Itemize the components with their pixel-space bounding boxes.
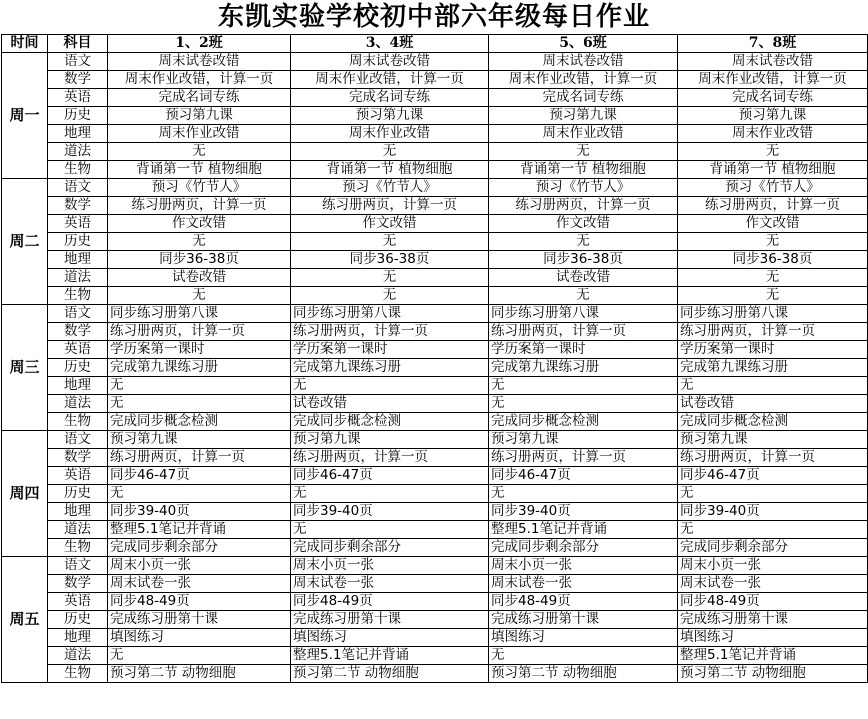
homework-cell: 整理5.1笔记并背诵 bbox=[108, 521, 291, 539]
homework-cell: 完成名词专练 bbox=[489, 89, 678, 107]
homework-cell: 周末试卷改错 bbox=[678, 53, 868, 71]
homework-cell: 预习第九课 bbox=[489, 107, 678, 125]
homework-cell: 练习册两页，计算一页 bbox=[678, 197, 868, 215]
table-row bbox=[2, 395, 868, 413]
subject-cell: 地理 bbox=[48, 377, 108, 395]
table-row bbox=[2, 269, 868, 287]
homework-cell: 无 bbox=[108, 233, 291, 251]
homework-cell: 练习册两页，计算一页 bbox=[678, 449, 868, 467]
page-title: 东凯实验学校初中部六年级每日作业 bbox=[217, 2, 650, 32]
homework-cell: 试卷改错 bbox=[291, 395, 489, 413]
subject-cell: 历史 bbox=[48, 485, 108, 503]
subject-cell: 英语 bbox=[48, 467, 108, 485]
table-row bbox=[2, 197, 868, 215]
table-row bbox=[2, 539, 868, 557]
homework-cell: 完成同步剩余部分 bbox=[108, 539, 291, 557]
homework-cell: 无 bbox=[489, 485, 678, 503]
homework-cell: 同步39-40页 bbox=[489, 503, 678, 521]
homework-cell: 无 bbox=[678, 269, 868, 287]
homework-cell: 作文改错 bbox=[291, 215, 489, 233]
homework-cell: 练习册两页，计算一页 bbox=[291, 449, 489, 467]
homework-cell: 完成同步概念检测 bbox=[489, 413, 678, 431]
subject-cell: 数学 bbox=[48, 71, 108, 89]
homework-cell: 同步46-47页 bbox=[108, 467, 291, 485]
homework-cell: 背诵第一节 植物细胞 bbox=[291, 161, 489, 179]
homework-cell: 预习第二节 动物细胞 bbox=[291, 665, 489, 683]
homework-table bbox=[1, 34, 868, 683]
subject-cell: 历史 bbox=[48, 233, 108, 251]
table-row bbox=[2, 233, 868, 251]
table-row bbox=[2, 89, 868, 107]
homework-cell: 预习第二节 动物细胞 bbox=[108, 665, 291, 683]
table-row bbox=[2, 341, 868, 359]
table-row bbox=[2, 53, 868, 71]
homework-cell: 完成练习册第十课 bbox=[108, 611, 291, 629]
homework-cell: 无 bbox=[678, 143, 868, 161]
subject-cell: 语文 bbox=[48, 53, 108, 71]
homework-cell: 无 bbox=[489, 233, 678, 251]
homework-cell: 学历案第一课时 bbox=[678, 341, 868, 359]
homework-cell: 周末作业改错，计算一页 bbox=[678, 71, 868, 89]
homework-cell: 周末作业改错 bbox=[291, 125, 489, 143]
homework-cell: 预习第九课 bbox=[678, 107, 868, 125]
table-row bbox=[2, 287, 868, 305]
homework-cell: 无 bbox=[108, 377, 291, 395]
homework-cell: 周末试卷一张 bbox=[291, 575, 489, 593]
subject-cell: 生物 bbox=[48, 665, 108, 683]
homework-cell: 同步39-40页 bbox=[291, 503, 489, 521]
homework-cell: 预习第九课 bbox=[489, 431, 678, 449]
subject-cell: 道法 bbox=[48, 395, 108, 413]
table-row bbox=[2, 323, 868, 341]
homework-cell: 预习《竹节人》 bbox=[291, 179, 489, 197]
homework-cell: 完成名词专练 bbox=[108, 89, 291, 107]
subject-cell: 数学 bbox=[48, 323, 108, 341]
subject-cell: 生物 bbox=[48, 413, 108, 431]
subject-cell: 英语 bbox=[48, 215, 108, 233]
homework-cell: 填图练习 bbox=[108, 629, 291, 647]
header-class-7-8: 7、8班 bbox=[678, 35, 868, 53]
homework-cell: 同步46-47页 bbox=[678, 467, 868, 485]
header-subject: 科目 bbox=[48, 35, 108, 53]
table-row bbox=[2, 647, 868, 665]
homework-cell: 练习册两页，计算一页 bbox=[108, 197, 291, 215]
table-row bbox=[2, 215, 868, 233]
homework-cell: 同步36-38页 bbox=[678, 251, 868, 269]
homework-cell: 预习第九课 bbox=[108, 107, 291, 125]
homework-cell: 背诵第一节 植物细胞 bbox=[489, 161, 678, 179]
homework-cell: 同步48-49页 bbox=[291, 593, 489, 611]
homework-cell: 预习《竹节人》 bbox=[489, 179, 678, 197]
table-row bbox=[2, 665, 868, 683]
homework-cell: 无 bbox=[291, 485, 489, 503]
homework-cell: 无 bbox=[489, 395, 678, 413]
homework-cell: 预习第二节 动物细胞 bbox=[489, 665, 678, 683]
homework-cell: 周末作业改错，计算一页 bbox=[291, 71, 489, 89]
subject-cell: 地理 bbox=[48, 125, 108, 143]
table-row bbox=[2, 413, 868, 431]
homework-cell: 同步48-49页 bbox=[678, 593, 868, 611]
homework-cell: 同步36-38页 bbox=[291, 251, 489, 269]
homework-cell: 无 bbox=[291, 233, 489, 251]
homework-cell: 完成第九课练习册 bbox=[291, 359, 489, 377]
homework-cell: 练习册两页，计算一页 bbox=[489, 449, 678, 467]
subject-cell: 历史 bbox=[48, 359, 108, 377]
homework-cell: 试卷改错 bbox=[108, 269, 291, 287]
homework-cell: 完成同步概念检测 bbox=[291, 413, 489, 431]
homework-cell: 完成同步剩余部分 bbox=[291, 539, 489, 557]
homework-cell: 预习第九课 bbox=[291, 107, 489, 125]
homework-cell: 作文改错 bbox=[108, 215, 291, 233]
homework-cell: 同步46-47页 bbox=[489, 467, 678, 485]
subject-cell: 生物 bbox=[48, 539, 108, 557]
homework-cell: 试卷改错 bbox=[678, 395, 868, 413]
homework-cell: 练习册两页，计算一页 bbox=[489, 197, 678, 215]
homework-cell: 周末作业改错 bbox=[678, 125, 868, 143]
header-row bbox=[2, 35, 868, 53]
subject-cell: 语文 bbox=[48, 431, 108, 449]
subject-cell: 道法 bbox=[48, 521, 108, 539]
homework-cell: 无 bbox=[489, 377, 678, 395]
homework-cell: 同步39-40页 bbox=[678, 503, 868, 521]
homework-cell: 同步练习册第八课 bbox=[291, 305, 489, 323]
subject-cell: 道法 bbox=[48, 269, 108, 287]
subject-cell: 历史 bbox=[48, 611, 108, 629]
homework-cell: 同步36-38页 bbox=[108, 251, 291, 269]
homework-cell: 练习册两页，计算一页 bbox=[291, 197, 489, 215]
subject-cell: 历史 bbox=[48, 107, 108, 125]
subject-cell: 语文 bbox=[48, 305, 108, 323]
homework-cell: 预习第九课 bbox=[108, 431, 291, 449]
table-row bbox=[2, 179, 868, 197]
homework-cell: 完成同步概念检测 bbox=[678, 413, 868, 431]
homework-cell: 周末作业改错，计算一页 bbox=[489, 71, 678, 89]
subject-cell: 生物 bbox=[48, 287, 108, 305]
homework-cell: 周末小页一张 bbox=[489, 557, 678, 575]
homework-cell: 整理5.1笔记并背诵 bbox=[678, 647, 868, 665]
table-row bbox=[2, 251, 868, 269]
subject-cell: 地理 bbox=[48, 503, 108, 521]
homework-cell: 无 bbox=[489, 287, 678, 305]
table-row bbox=[2, 575, 868, 593]
homework-cell: 周末试卷一张 bbox=[678, 575, 868, 593]
homework-cell: 完成同步概念检测 bbox=[108, 413, 291, 431]
homework-cell: 整理5.1笔记并背诵 bbox=[489, 521, 678, 539]
subject-cell: 英语 bbox=[48, 593, 108, 611]
homework-cell: 周末小页一张 bbox=[678, 557, 868, 575]
homework-cell: 预习《竹节人》 bbox=[108, 179, 291, 197]
homework-cell: 学历案第一课时 bbox=[108, 341, 291, 359]
homework-cell: 周末试卷一张 bbox=[489, 575, 678, 593]
subject-cell: 语文 bbox=[48, 557, 108, 575]
homework-cell: 整理5.1笔记并背诵 bbox=[291, 647, 489, 665]
homework-cell: 作文改错 bbox=[489, 215, 678, 233]
homework-cell: 无 bbox=[291, 269, 489, 287]
homework-cell: 背诵第一节 植物细胞 bbox=[678, 161, 868, 179]
table-row bbox=[2, 125, 868, 143]
homework-cell: 周末试卷改错 bbox=[291, 53, 489, 71]
table-row bbox=[2, 377, 868, 395]
table-row bbox=[2, 611, 868, 629]
subject-cell: 地理 bbox=[48, 629, 108, 647]
homework-cell: 预习《竹节人》 bbox=[678, 179, 868, 197]
table-row bbox=[2, 593, 868, 611]
homework-cell: 同步练习册第八课 bbox=[678, 305, 868, 323]
homework-cell: 无 bbox=[678, 521, 868, 539]
homework-cell: 完成第九课练习册 bbox=[489, 359, 678, 377]
homework-cell: 无 bbox=[489, 143, 678, 161]
homework-cell: 作文改错 bbox=[678, 215, 868, 233]
homework-cell: 学历案第一课时 bbox=[291, 341, 489, 359]
table-row bbox=[2, 485, 868, 503]
homework-cell: 完成同步剩余部分 bbox=[678, 539, 868, 557]
day-label: 周一 bbox=[2, 53, 48, 179]
homework-cell: 周末小页一张 bbox=[291, 557, 489, 575]
homework-cell: 完成练习册第十课 bbox=[489, 611, 678, 629]
homework-cell: 无 bbox=[291, 287, 489, 305]
header-class-5-6: 5、6班 bbox=[489, 35, 678, 53]
table-row bbox=[2, 467, 868, 485]
homework-cell: 无 bbox=[678, 485, 868, 503]
table-row bbox=[2, 503, 868, 521]
homework-cell: 预习第九课 bbox=[678, 431, 868, 449]
homework-cell: 无 bbox=[291, 143, 489, 161]
table-row bbox=[2, 107, 868, 125]
homework-cell: 无 bbox=[678, 287, 868, 305]
table-row bbox=[2, 143, 868, 161]
subject-cell: 数学 bbox=[48, 449, 108, 467]
day-label: 周四 bbox=[2, 431, 48, 557]
homework-cell: 周末作业改错，计算一页 bbox=[108, 71, 291, 89]
subject-cell: 生物 bbox=[48, 161, 108, 179]
subject-cell: 英语 bbox=[48, 341, 108, 359]
table-row bbox=[2, 305, 868, 323]
homework-cell: 同步48-49页 bbox=[108, 593, 291, 611]
homework-cell: 完成第九课练习册 bbox=[678, 359, 868, 377]
homework-cell: 完成名词专练 bbox=[678, 89, 868, 107]
homework-cell: 练习册两页，计算一页 bbox=[678, 323, 868, 341]
homework-cell: 周末试卷改错 bbox=[489, 53, 678, 71]
homework-cell: 无 bbox=[291, 521, 489, 539]
homework-cell: 填图练习 bbox=[489, 629, 678, 647]
header-time: 时间 bbox=[2, 35, 48, 53]
homework-cell: 填图练习 bbox=[291, 629, 489, 647]
homework-cell: 无 bbox=[291, 377, 489, 395]
homework-cell: 练习册两页，计算一页 bbox=[108, 323, 291, 341]
day-label: 周五 bbox=[2, 557, 48, 683]
homework-cell: 周末小页一张 bbox=[108, 557, 291, 575]
homework-cell: 练习册两页，计算一页 bbox=[489, 323, 678, 341]
homework-cell: 无 bbox=[678, 377, 868, 395]
homework-cell: 练习册两页，计算一页 bbox=[291, 323, 489, 341]
homework-cell: 练习册两页，计算一页 bbox=[108, 449, 291, 467]
homework-cell: 预习第二节 动物细胞 bbox=[678, 665, 868, 683]
homework-cell: 周末作业改错 bbox=[108, 125, 291, 143]
table-row bbox=[2, 521, 868, 539]
homework-cell: 预习第九课 bbox=[291, 431, 489, 449]
table-row bbox=[2, 71, 868, 89]
homework-cell: 无 bbox=[108, 287, 291, 305]
header-class-3-4: 3、4班 bbox=[291, 35, 489, 53]
table-row bbox=[2, 431, 868, 449]
homework-cell: 背诵第一节 植物细胞 bbox=[108, 161, 291, 179]
subject-cell: 英语 bbox=[48, 89, 108, 107]
homework-cell: 同步练习册第八课 bbox=[108, 305, 291, 323]
header-class-1-2: 1、2班 bbox=[108, 35, 291, 53]
homework-cell: 试卷改错 bbox=[489, 269, 678, 287]
homework-cell: 填图练习 bbox=[678, 629, 868, 647]
homework-cell: 周末试卷改错 bbox=[108, 53, 291, 71]
homework-cell: 同步练习册第八课 bbox=[489, 305, 678, 323]
homework-cell: 无 bbox=[108, 395, 291, 413]
homework-cell: 周末作业改错 bbox=[489, 125, 678, 143]
day-label: 周二 bbox=[2, 179, 48, 305]
homework-cell: 同步39-40页 bbox=[108, 503, 291, 521]
subject-cell: 数学 bbox=[48, 197, 108, 215]
table-row bbox=[2, 629, 868, 647]
table-row bbox=[2, 557, 868, 575]
homework-cell: 无 bbox=[108, 143, 291, 161]
day-label: 周三 bbox=[2, 305, 48, 431]
subject-cell: 数学 bbox=[48, 575, 108, 593]
homework-cell: 完成练习册第十课 bbox=[678, 611, 868, 629]
homework-cell: 无 bbox=[108, 485, 291, 503]
homework-cell: 完成同步剩余部分 bbox=[489, 539, 678, 557]
subject-cell: 语文 bbox=[48, 179, 108, 197]
table-row bbox=[2, 449, 868, 467]
homework-cell: 完成名词专练 bbox=[291, 89, 489, 107]
homework-cell: 无 bbox=[108, 647, 291, 665]
subject-cell: 地理 bbox=[48, 251, 108, 269]
homework-cell: 周末试卷一张 bbox=[108, 575, 291, 593]
homework-cell: 同步46-47页 bbox=[291, 467, 489, 485]
table-row bbox=[2, 161, 868, 179]
homework-cell: 同步48-49页 bbox=[489, 593, 678, 611]
subject-cell: 道法 bbox=[48, 647, 108, 665]
homework-cell: 无 bbox=[489, 647, 678, 665]
table-row bbox=[2, 359, 868, 377]
homework-cell: 无 bbox=[678, 233, 868, 251]
homework-cell: 学历案第一课时 bbox=[489, 341, 678, 359]
subject-cell: 道法 bbox=[48, 143, 108, 161]
homework-cell: 完成第九课练习册 bbox=[108, 359, 291, 377]
homework-cell: 完成练习册第十课 bbox=[291, 611, 489, 629]
homework-cell: 同步36-38页 bbox=[489, 251, 678, 269]
